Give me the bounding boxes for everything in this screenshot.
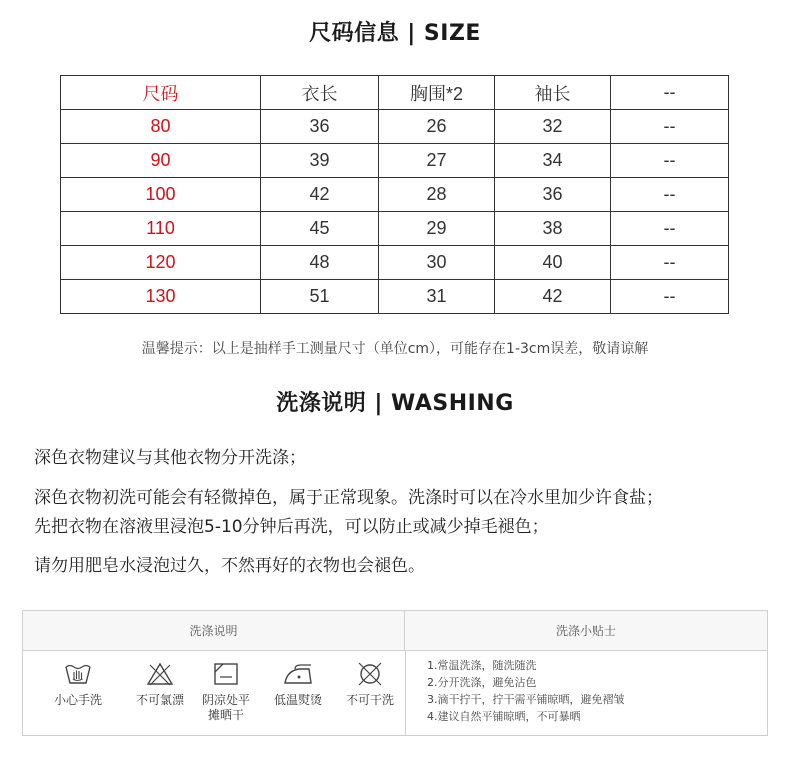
size-cell: 90 [61,144,261,178]
care-label: 不可干洗 [345,693,394,707]
length-cell: 51 [261,280,379,314]
low-iron-icon [281,661,315,687]
sleeve-cell: 36 [495,178,611,212]
washing-line: 深色衣物初洗可能会有轻微掉色，属于正常现象。洗涤时可以在冷水里加少许食盐； [34,488,663,508]
table-row [61,280,729,314]
size-cell: 100 [61,178,261,212]
care-instructions-box [22,610,768,736]
extra-cell: -- [611,178,729,212]
length-cell: 36 [261,110,379,144]
list-item: 3.滴干拧干，拧干需平铺晾晒，避免褶皱 [427,693,625,706]
sleeve-cell: 38 [495,212,611,246]
extra-cell: -- [611,144,729,178]
sleeve-cell: 40 [495,246,611,280]
care-left-title: 洗涤说明 [23,611,405,651]
washing-line: 先把衣物在溶液里浸泡5-10分钟后再洗，可以防止或减少掉毛褪色； [34,517,549,537]
shade-dry-flat-icon [211,661,241,687]
size-cell: 80 [61,110,261,144]
hand-wash-icon [63,661,93,687]
table-row [61,212,729,246]
sleeve-cell: 42 [495,280,611,314]
washing-line: 请勿用肥皂水浸泡过久，不然再好的衣物也会褪色。 [34,556,425,576]
care-item-shade-dry-flat [191,661,261,723]
washing-paragraph [34,444,306,473]
table-row [61,110,729,144]
table-row [61,178,729,212]
washing-section-title: 洗涤说明 | WASHING [276,391,514,416]
size-cell: 120 [61,246,261,280]
care-label: 阴凉处平 [201,693,250,707]
size-cell: 130 [61,280,261,314]
chest-cell: 30 [379,246,495,280]
extra-cell: -- [611,212,729,246]
chest-cell: 31 [379,280,495,314]
chest-cell: 27 [379,144,495,178]
length-cell: 39 [261,144,379,178]
care-item-hand-wash [43,661,113,708]
care-label: 不可氯漂 [135,693,184,707]
care-label-line2: 摊晒干 [207,708,244,722]
header-size: 尺码 [61,76,261,110]
header-chest: 胸围*2 [379,76,495,110]
size-cell: 110 [61,212,261,246]
care-item-low-iron [263,661,333,708]
extra-cell: -- [611,246,729,280]
size-table-header-row [61,76,729,110]
table-row [61,246,729,280]
care-item-no-bleach [125,661,195,708]
sleeve-cell: 34 [495,144,611,178]
size-section-title: 尺码信息 | SIZE [309,21,481,46]
list-item: 2.分开洗涤，避免沾色 [427,676,537,689]
sleeve-cell: 32 [495,110,611,144]
size-table [60,75,729,314]
list-item: 1.常温洗涤，随洗随洗 [427,659,537,672]
washing-paragraph [34,484,663,542]
care-label: 小心手洗 [53,693,102,707]
chest-cell: 29 [379,212,495,246]
no-bleach-icon [145,661,175,687]
header-extra: -- [611,76,729,110]
header-length: 衣长 [261,76,379,110]
length-cell: 42 [261,178,379,212]
chest-cell: 28 [379,178,495,212]
care-label: 低温熨烫 [273,693,322,707]
care-item-no-dry-clean [335,661,405,708]
header-sleeve: 袖长 [495,76,611,110]
care-divider [405,651,406,735]
washing-line: 深色衣物建议与其他衣物分开洗涤； [34,448,306,468]
extra-cell: -- [611,110,729,144]
chest-cell: 26 [379,110,495,144]
length-cell: 48 [261,246,379,280]
care-right-title: 洗涤小贴士 [405,611,767,651]
table-row [61,144,729,178]
list-item: 4.建议自然平铺晾晒，不可暴晒 [427,710,581,723]
measurement-tip: 温馨提示：以上是抽样手工测量尺寸（单位cm），可能存在1-3cm误差，敬请谅解 [141,341,649,357]
no-dry-clean-icon [355,661,385,687]
length-cell: 45 [261,212,379,246]
washing-tips-list [427,657,625,725]
extra-cell: -- [611,280,729,314]
washing-paragraph [34,552,425,581]
